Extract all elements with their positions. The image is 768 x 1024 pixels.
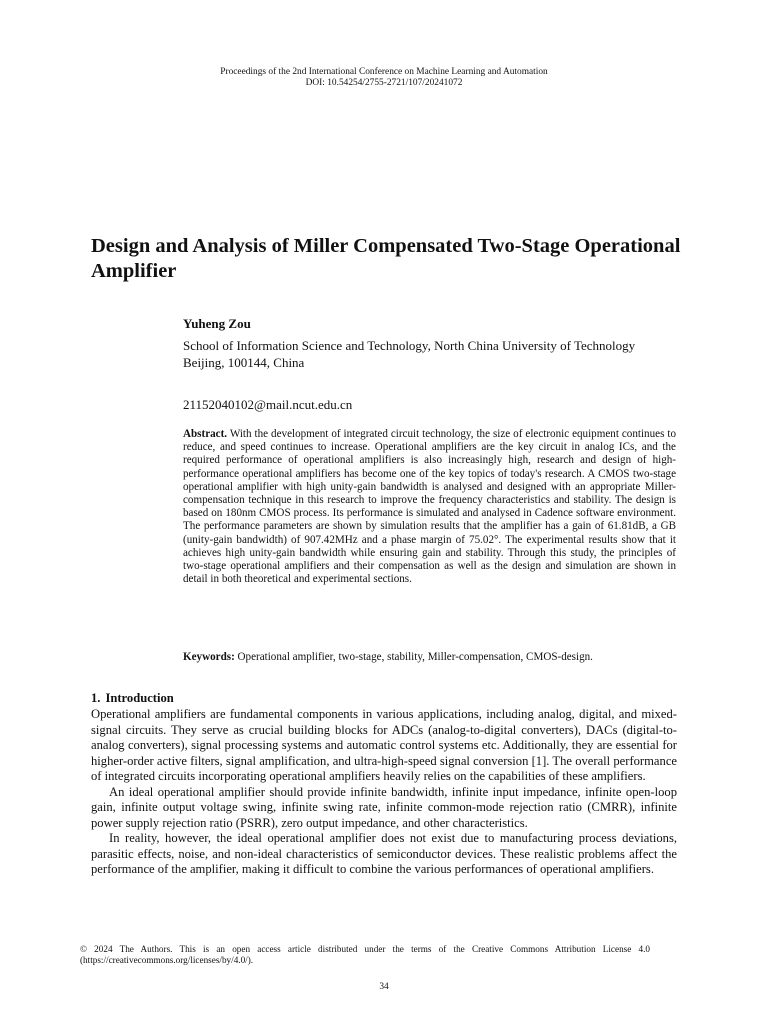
section-title: Introduction (105, 691, 174, 705)
author-name: Yuheng Zou (183, 316, 251, 331)
page-number: 34 (379, 982, 389, 992)
introduction-body (91, 707, 677, 878)
keywords-text: Operational amplifier, two-stage, stability, Miller-compensation, CMOS-design. (237, 651, 593, 663)
section-heading-introduction (91, 691, 174, 706)
license-footnote: © 2024 The Authors. This is an open access article distributed under the terms of the Creative Commons Attribution License 4.0 (https://creativecommons.org/licenses/by/4.0/). (80, 944, 650, 965)
author-affiliation: School of Information Science and Technology, North China University of Technology Beijing, 100144, China (183, 338, 636, 370)
author-email[interactable]: 21152040102@mail.ncut.edu.cn (183, 397, 353, 412)
abstract (183, 428, 676, 586)
section-number: 1. (91, 691, 101, 705)
paper-title: Design and Analysis of Miller Compensated Two-Stage Operational Amplifier (91, 235, 681, 282)
intro-paragraph: Operational amplifiers are fundamental components in various applications, including analog, digital, and mixed-signal circuits. They serve as crucial building blocks for ADCs (analog-to-digital converters), DACs (digital-to-analog converters), signal processing systems and automatic control systems etc. Additionally, they are essential for higher-order active filters, signal amplification, and ultra-high-speed signal conversion [1]. The overall performance of integrated circuits incorporating operational amplifiers heavily relies on the capabilities of these amplifiers. (91, 707, 677, 783)
intro-paragraph: In reality, however, the ideal operational amplifier does not exist due to manufacturing process deviations, parasitic effects, noise, and non-ideal characteristics of semiconductor devices. These realistic problems affect the performance of the amplifier, making it difficult to combine the various performances of operational amplifiers. (91, 831, 677, 876)
intro-paragraph: An ideal operational amplifier should provide infinite bandwidth, infinite input impedance, infinite open-loop gain, infinite output voltage swing, infinite swing rate, infinite common-mode rejection ratio (CMRR), infinite power supply rejection ratio (PSRR), zero output impedance, and other characteristics. (91, 784, 677, 830)
abstract-label: Abstract. (183, 428, 228, 440)
doi-header: DOI: 10.54254/2755-2721/107/20241072 (305, 78, 463, 88)
proceedings-header: Proceedings of the 2nd International Conference on Machine Learning and Automation (220, 67, 548, 77)
keywords (183, 650, 676, 664)
abstract-text: With the development of integrated circuit technology, the size of electronic equipment continues to reduce, and speed continues to increase. Operational amplifiers are the key circuit in analog ICs, and the required performance of operational amplifiers is also increasingly high, research and design of high-performance operational amplifiers has become one of the key topics of today's research. A CMOS two-stage operational amplifier with high unity-gain bandwidth is analysed and designed with an appropriate Miller-compensation technique in this research to improve the frequency characteristics and stability. The design is based on 180nm CMOS process. Its performance is simulated and analysed in Cadence software environment. The performance parameters are shown by simulation results that the amplifier has a gain of 61.81dB, a GB (unity-gain bandwidth) of 907.42MHz and a phase margin of 75.02°. The experimental results show that it achieves high unity-gain bandwidth while ensuring gain and stability. Through this study, the principles of two-stage operational amplifiers and their compensation as well as the design and simulation are shown in detail in both theoretical and experimental sections. (183, 428, 676, 586)
keywords-label: Keywords: (183, 651, 235, 663)
